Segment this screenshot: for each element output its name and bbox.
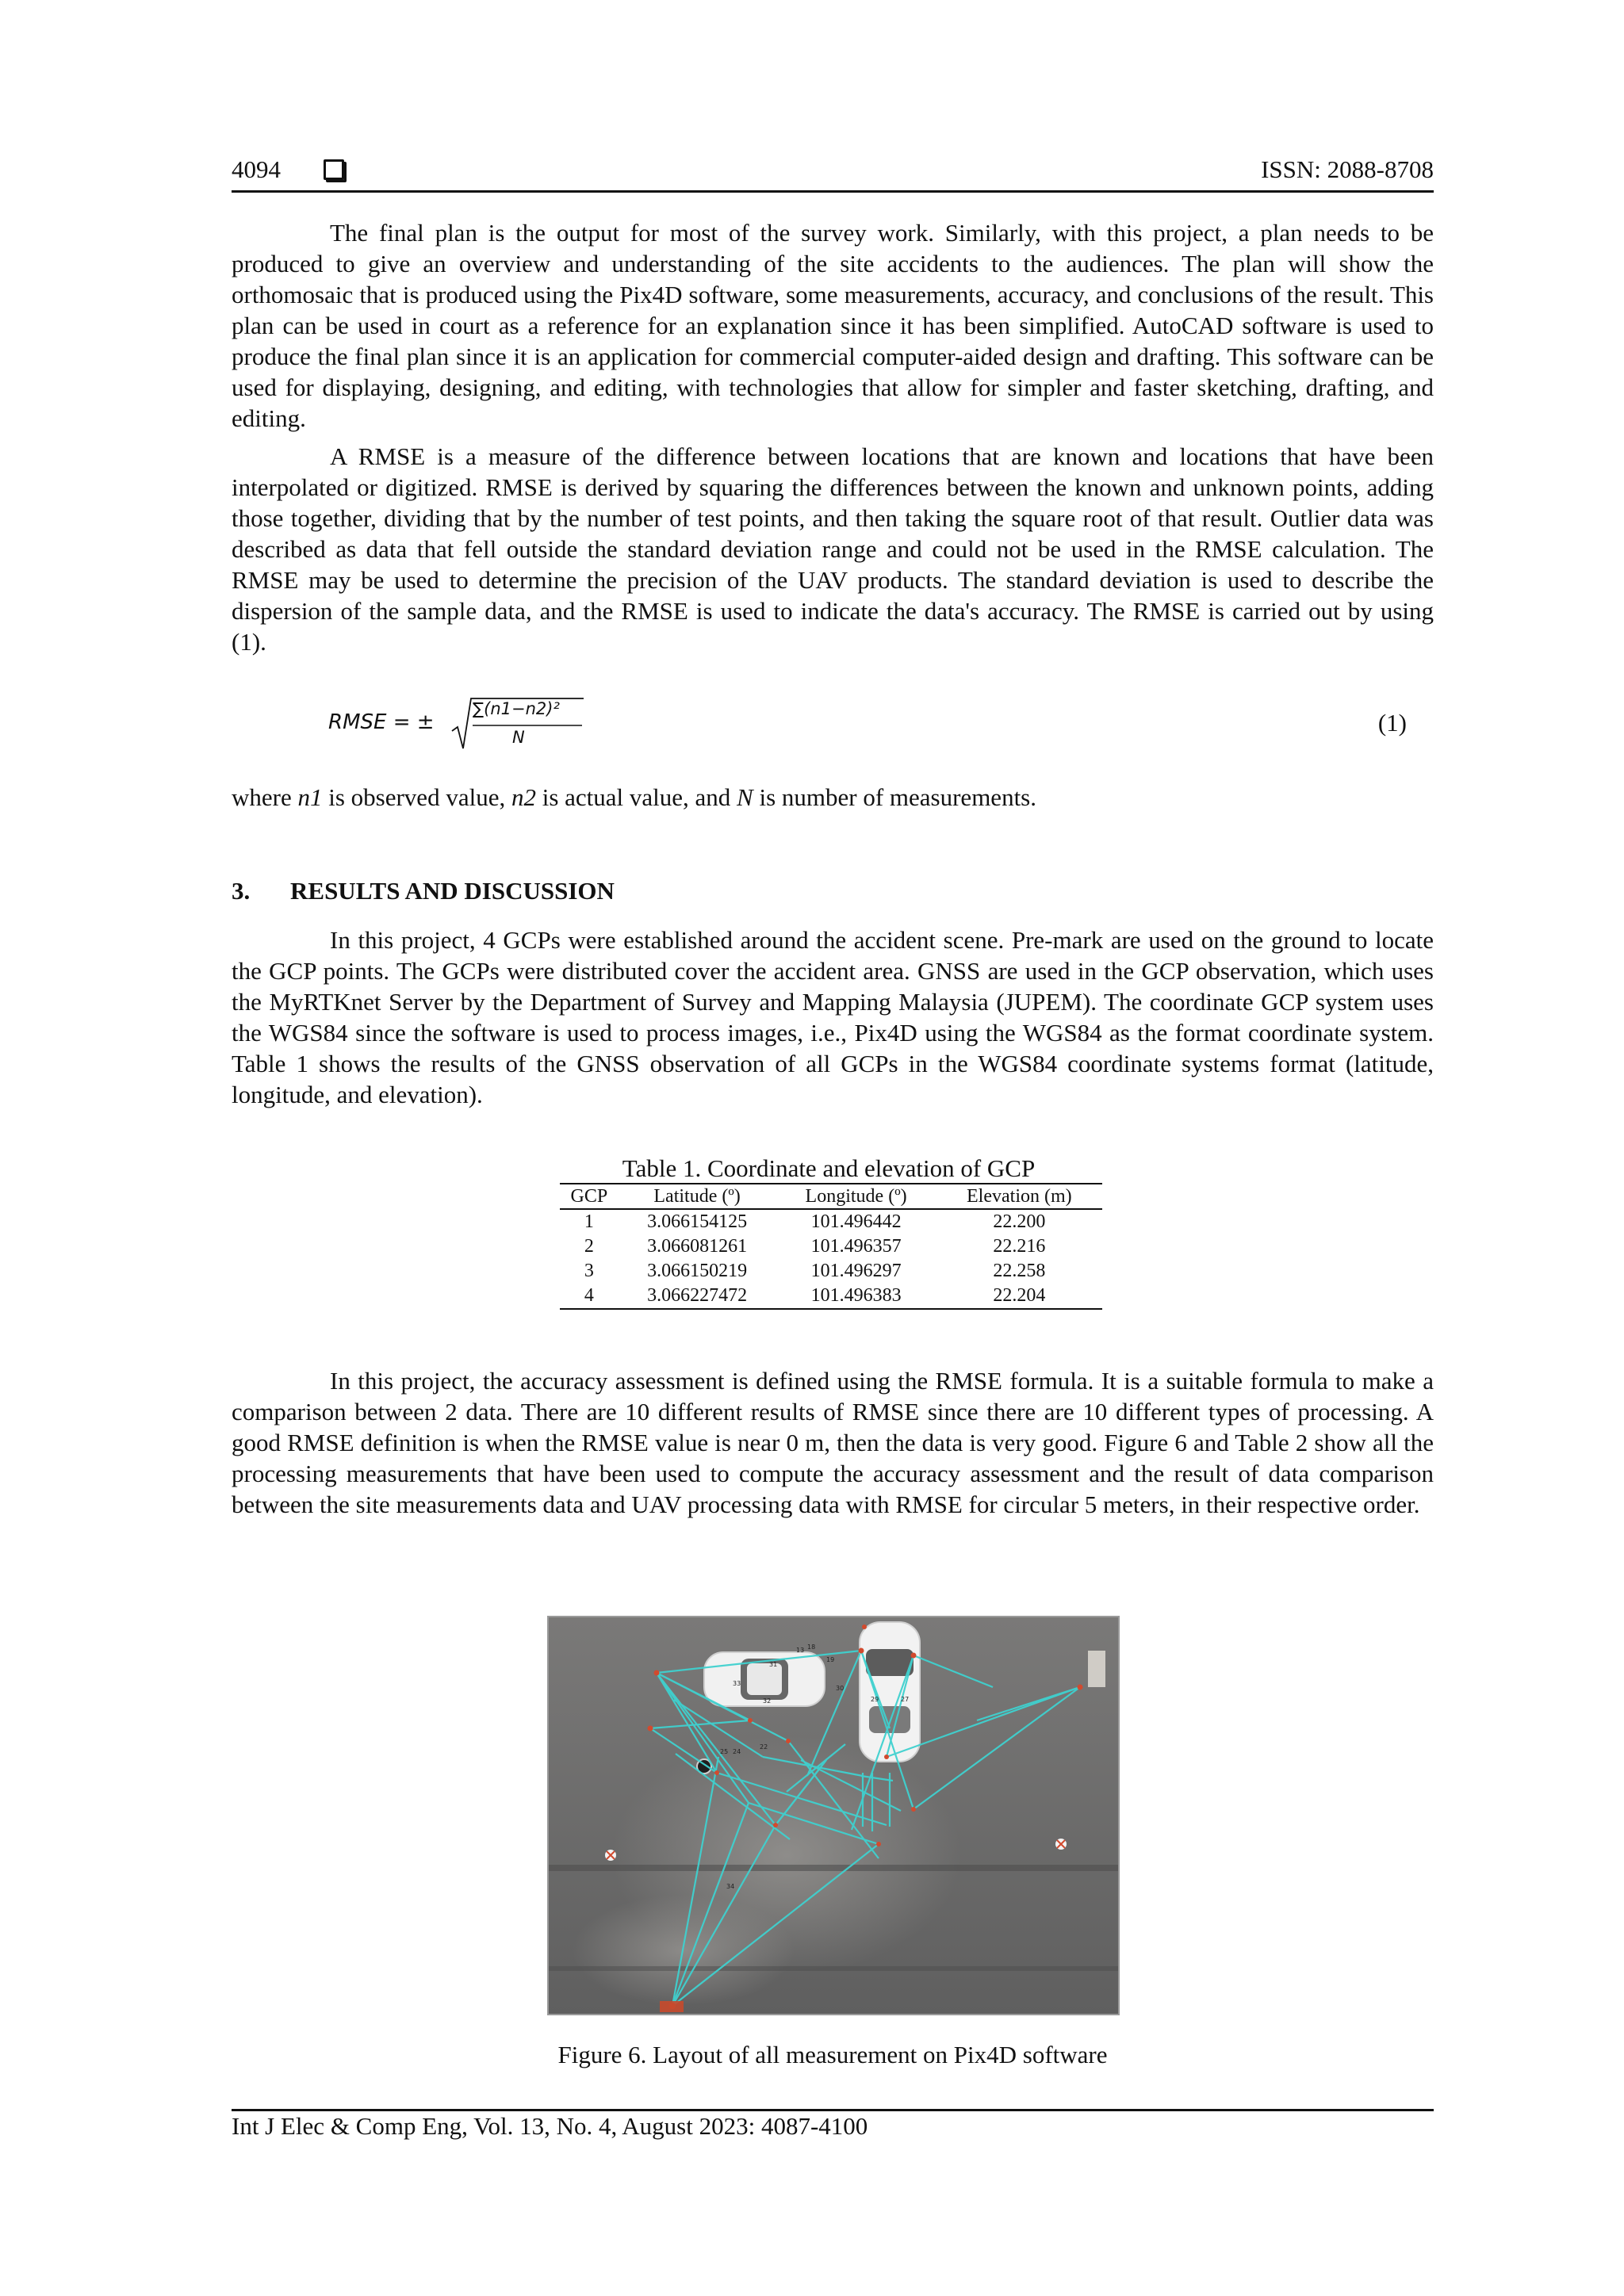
cell-latitude: 3.066227472: [619, 1284, 776, 1309]
cell-latitude: 3.066081261: [647, 1236, 748, 1257]
paragraph-accuracy: In this project, the accuracy assessment is defined using the RMSE formula. It is a suitable formula to make a comparison between 2 data. There are 10 different results of RMSE since there are 10 different types of processing. A good RMSE definition is when the RMSE value is near 0 m, then the data is very good. Figure 6 and Table 2 show all the processing measurements that have been used to compute the accuracy assessment and the result of data comparison between the site measurements data and UAV processing data with RMSE for circular 5 meters, in their respective order.: [232, 1367, 1434, 1518]
svg-text:18: 18: [807, 1644, 816, 1651]
equation-number: (1): [1377, 709, 1407, 737]
section-heading: [232, 877, 615, 905]
svg-text:33: 33: [733, 1680, 741, 1687]
table-row: [560, 1284, 1102, 1309]
cell-gcp: 1: [584, 1211, 594, 1232]
svg-text:27: 27: [901, 1696, 910, 1703]
footer-citation: Int J Elec & Comp Eng, Vol. 13, No. 4, August 2023: 4087-4100: [232, 2112, 868, 2140]
box-icon: [324, 159, 344, 180]
table-row: [560, 1209, 1102, 1234]
svg-text:13: 13: [796, 1647, 805, 1654]
stand-object: [1088, 1651, 1105, 1687]
cell-gcp: 4: [560, 1284, 619, 1309]
header-longitude: Longitude (º): [776, 1184, 936, 1209]
gcp-target-icon: [605, 1850, 616, 1861]
table-row: [560, 1259, 1102, 1284]
paragraph-gcp: In this project, 4 GCPs were established around the accident scene. Pre-mark are used on the ground to locate the GCP points. The GCPs were distributed cover the accident area. GNSS are used in the GCP observation, which uses the MyRTKnet Server by the Department of Survey and Mapping Malaysia (JUPEM). The coordinate GCP system uses the WGS84 since the software is used to process images, i.e., Pix4D using the WGS84 as the format coordinate system. Table 1 shows the results of the GNSS observation of all GCPs in the WGS84 coordinate systems format (latitude, longitude, and elevation).: [232, 926, 1434, 1108]
equation-where-clause: where n1 is observed value, n2 is actual value, and N is number of measurements.: [232, 783, 1036, 811]
table-row: [560, 1234, 1102, 1259]
cell-gcp: 3: [584, 1261, 594, 1281]
equation-numerator: ∑(n1−n2)²: [473, 699, 560, 718]
issn: ISSN: 2088-8708: [1261, 155, 1434, 183]
cell-gcp: 2: [584, 1236, 594, 1257]
gcp-target-icon: [1055, 1839, 1067, 1850]
svg-text:31: 31: [769, 1661, 778, 1668]
header-elevation: Elevation (m): [936, 1184, 1102, 1209]
header-rule: [232, 190, 1434, 193]
paragraph-rmse-definition: A RMSE is a measure of the difference between locations that are known and locations that have been interpolated or digitized. RMSE is derived by squaring the differences between the known and unknown points, adding those together, dividing that by the number of test points, and then taking the square root of that result. Outlier data was described as data that fell outside the standard deviation range and could not be used in the RMSE calculation. The RMSE may be used to determine the precision of the UAV products. The standard deviation is used to describe the dispersion of the sample data, and the RMSE is used to indicate the data's accuracy. The RMSE is carried out by using (1).: [232, 442, 1434, 656]
curb: [549, 1966, 1118, 1971]
cell-latitude: 3.066150219: [647, 1261, 748, 1281]
cell-elevation: 22.200: [993, 1211, 1046, 1232]
footer-rule: [232, 2109, 1434, 2111]
svg-text:34: 34: [726, 1883, 735, 1890]
section-number: 3.: [232, 877, 251, 905]
rmse-equation: [328, 696, 1407, 752]
svg-text:22: 22: [760, 1743, 768, 1751]
aerial-orthomosaic: [549, 1617, 1118, 2014]
svg-text:29: 29: [871, 1696, 879, 1703]
svg-text:25: 25: [720, 1748, 729, 1755]
svg-text:19: 19: [826, 1656, 835, 1663]
cell-elevation: 22.258: [993, 1261, 1046, 1281]
svg-text:32: 32: [763, 1697, 772, 1705]
cell-longitude: 101.496442: [810, 1211, 902, 1232]
equation-denominator: N: [512, 728, 525, 747]
page-header: [232, 155, 1434, 192]
cell-elevation: 22.216: [993, 1236, 1046, 1257]
gcp-table: [560, 1183, 1102, 1310]
cell-latitude: 3.066154125: [647, 1211, 748, 1232]
equation-lhs: RMSE = ±: [328, 710, 435, 734]
figure-caption: Figure 6. Layout of all measurement on Pix4D software: [557, 2041, 1108, 2068]
red-ground-marker: [660, 2001, 684, 2012]
table-caption: Table 1. Coordinate and elevation of GCP: [622, 1154, 1036, 1182]
header-latitude: Latitude (º): [619, 1184, 776, 1209]
cell-longitude: 101.496383: [776, 1284, 936, 1309]
header-gcp: GCP: [560, 1184, 619, 1209]
curb: [549, 1865, 1118, 1871]
figure-pix4d-layout: [547, 1616, 1120, 2015]
white-car-right: [860, 1622, 920, 1762]
svg-text:30: 30: [836, 1685, 845, 1692]
table-header-row: [560, 1184, 1102, 1209]
page-number: 4094: [232, 155, 281, 183]
paragraph-final-plan: The final plan is the output for most of the survey work. Similarly, with this project, a plan needs to be produced to give an overview and understanding of the site accidents to the audiences. The plan will show the orthomosaic that is produced using the Pix4D software, some measurements, accuracy, and conclusions of the result. This plan can be used in court as a reference for an explanation since it has been simplified. AutoCAD software is used to produce the final plan since it is an application for commercial computer-aided design and drafting. This software can be used for displaying, designing, and editing, with technologies that allow for simpler and faster sketching, drafting, and editing.: [232, 219, 1434, 432]
cell-elevation: 22.204: [936, 1284, 1102, 1309]
section-title: RESULTS AND DISCUSSION: [290, 877, 615, 905]
svg-text:24: 24: [733, 1748, 741, 1755]
cell-longitude: 101.496297: [810, 1261, 902, 1281]
cell-longitude: 101.496357: [810, 1236, 902, 1257]
